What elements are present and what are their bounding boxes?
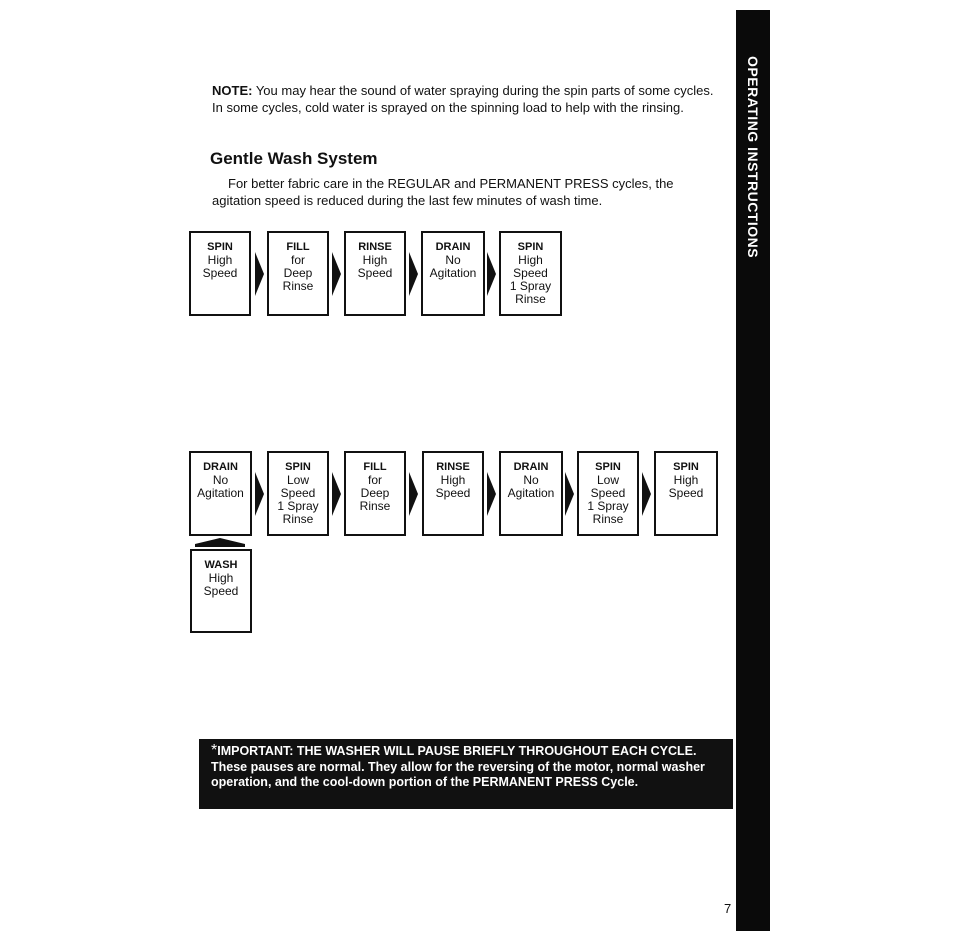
- flow-arrow: [255, 252, 264, 296]
- side-tab-label: OPERATING INSTRUCTIONS: [745, 56, 761, 259]
- cycle-step-box: [654, 451, 718, 536]
- cycle-step-box: [189, 231, 251, 316]
- step-line: Agitation: [429, 266, 477, 280]
- step-title: DRAIN: [435, 241, 471, 253]
- step-title: SPIN: [207, 241, 233, 253]
- step-line: Rinse: [282, 279, 314, 293]
- important-notice: [199, 739, 733, 809]
- step-line: Deep: [360, 486, 390, 500]
- step-line: High: [208, 571, 234, 585]
- step-line: for: [290, 253, 305, 267]
- note-text: You may hear the sound of water spraying during the spin parts of some cycles. In some cycles, cold water is sprayed on the spinning load to help with the rinsing.: [212, 83, 714, 115]
- step-line: Speed: [203, 584, 239, 598]
- step-line: Agitation: [197, 486, 244, 500]
- cycle-step-box: [499, 231, 562, 316]
- flow-arrow: [409, 472, 418, 516]
- step-title: FILL: [286, 241, 310, 253]
- cycle-step-box: [421, 231, 485, 316]
- step-line: No: [212, 473, 229, 487]
- step-line: Rinse: [515, 292, 546, 306]
- asterisk: *: [211, 742, 218, 759]
- step-line: 1 Spray: [277, 499, 319, 513]
- cycle-step-box: [499, 451, 563, 536]
- step-title: FILL: [363, 461, 387, 473]
- flow-arrow: [487, 252, 496, 296]
- step-line: for: [367, 473, 382, 487]
- step-line: Speed: [357, 266, 393, 280]
- step-line: Speed: [202, 266, 238, 280]
- flow-arrow: [332, 472, 341, 516]
- step-line: Low: [596, 473, 619, 487]
- flow-arrow: [332, 252, 341, 296]
- flow-arrow: [642, 472, 651, 516]
- step-line: Rinse: [592, 512, 624, 526]
- section-heading: Gentle Wash System: [210, 149, 378, 168]
- step-title: DRAIN: [203, 461, 238, 473]
- cycle-step-box: [267, 231, 329, 316]
- cycle-step-box: [422, 451, 484, 536]
- step-line: High: [440, 473, 466, 487]
- cycle-step-box: [344, 231, 406, 316]
- step-line: High: [673, 473, 699, 487]
- step-line: Agitation: [507, 486, 555, 500]
- flow-arrow: [487, 472, 496, 516]
- step-title: SPIN: [517, 241, 544, 253]
- step-line: Speed: [668, 486, 704, 500]
- cycle-step-box: [344, 451, 406, 536]
- step-line: 1 Spray: [587, 499, 629, 513]
- wash-step-box: [190, 549, 252, 633]
- step-line: High: [362, 253, 388, 267]
- step-title: SPIN: [673, 461, 699, 473]
- step-title: RINSE: [358, 241, 392, 253]
- cycle-step-box: [189, 451, 252, 536]
- cycle-step-box: [267, 451, 329, 536]
- step-line: High: [518, 253, 543, 267]
- step-line: No: [445, 253, 461, 267]
- side-tab: [736, 10, 770, 931]
- flow-arrow: [409, 252, 418, 296]
- note-label: NOTE:: [212, 83, 253, 98]
- step-line: Speed: [590, 486, 626, 500]
- note-paragraph: [212, 82, 727, 116]
- step-line: Deep: [283, 266, 313, 280]
- cycle-step-box: [577, 451, 639, 536]
- step-title: SPIN: [595, 461, 621, 473]
- step-title: RINSE: [436, 461, 470, 473]
- flow-arrow: [565, 472, 574, 516]
- step-line: 1 Spray: [509, 279, 552, 293]
- step-title: DRAIN: [513, 461, 549, 473]
- step-title: SPIN: [285, 461, 311, 473]
- step-line: No: [523, 473, 539, 487]
- flow-arrow: [255, 472, 264, 516]
- important-text: IMPORTANT: THE WASHER WILL PAUSE BRIEFLY THROUGHOUT EACH CYCLE. These pauses are normal. They allow for the reversing of the motor, normal washer operation, and the cool-down portion of the PERMANENT PRESS Cycle.: [211, 744, 705, 789]
- step-title: WASH: [204, 559, 238, 571]
- step-line: Rinse: [359, 499, 391, 513]
- step-line: High: [207, 253, 233, 267]
- step-line: Low: [286, 473, 309, 487]
- up-arrow-icon: [195, 538, 245, 547]
- step-line: Speed: [435, 486, 471, 500]
- step-line: Speed: [513, 266, 548, 280]
- step-line: Speed: [280, 486, 316, 500]
- intro-paragraph: For better fabric care in the REGULAR and PERMANENT PRESS cycles, the agitation speed is reduced during the last few minutes of wash time.: [212, 176, 674, 208]
- step-line: Rinse: [282, 512, 314, 526]
- page-number: 7: [724, 901, 732, 916]
